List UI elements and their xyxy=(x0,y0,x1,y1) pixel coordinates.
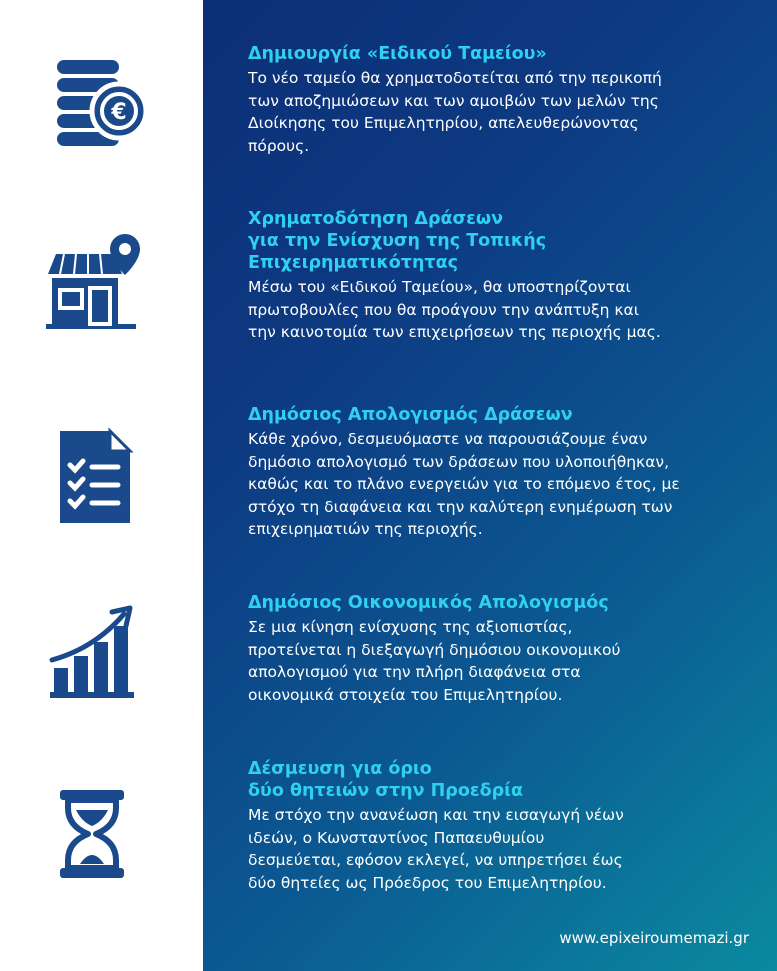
section-funding-actions xyxy=(248,208,758,344)
checklist-document-icon xyxy=(40,423,150,533)
growth-chart-icon xyxy=(40,598,150,708)
section-title: Δημιουργία «Ειδικού Ταμείου» xyxy=(248,44,547,64)
section-title: Δημόσιος Οικονομικός Απολογισμός xyxy=(248,593,609,613)
section-body: Σε μια κίνηση ενίσχυσης της αξιοπιστίας, προτείνεται η διεξαγωγή δημόσιου οικονομικού απολογισμού για την πλήρη διαφάνεια στα οικονομικά στοιχεία του Επιμελητηρίου. xyxy=(248,618,621,704)
section-body: Κάθε χρόνο, δεσμευόμαστε να παρουσιάζουμε έναν δημόσιο απολογισμό των δράσεων που υλοποιήθηκαν, καθώς και το πλάνο ενεργειών για το επόμενο έτος, με στόχο τη διαφάνεια και την καλύτερη ενημέρωση των επιχειρηματιών της περιοχής. xyxy=(248,430,680,538)
section-title: Δημόσιος Απολογισμός Δράσεων xyxy=(248,405,573,425)
svg-text:€: € xyxy=(111,100,127,125)
section-body: Μέσω του «Ειδικού Ταμείου», θα υποστηρίζονται πρωτοβουλίες που θα προάγουν την ανάπτυξη και την καινοτομία των επιχειρήσεων της περιοχής μας. xyxy=(248,278,661,341)
website-url[interactable]: www.epixeiroumemazi.gr xyxy=(559,929,749,947)
section-public-report xyxy=(248,404,758,541)
shop-location-icon xyxy=(40,228,150,338)
hourglass-icon xyxy=(40,780,150,890)
section-body: Το νέο ταμείο θα χρηματοδοτείται από την περικοπή των αποζημιώσεων και των αμοιβών των μελών της Διοίκησης του Επιμελητηρίου, απελευθερώνοντας πόρους. xyxy=(248,69,662,155)
euro-coins-icon xyxy=(40,48,150,158)
section-special-fund xyxy=(248,43,758,157)
section-title: Χρηματοδότηση Δράσεων για την Ενίσχυση της Τοπικής Επιχειρηματικότητας xyxy=(248,209,547,273)
section-title: Δέσμευση για όριο δύο θητειών στην Προεδρία xyxy=(248,759,523,801)
section-term-limit xyxy=(248,758,758,894)
section-body: Με στόχο την ανανέωση και την εισαγωγή νέων ιδεών, ο Κωνσταντίνος Παπαευθυμίου δεσμεύεται, εφόσον εκλεγεί, να υπηρετήσει έως δύο θητείες ως Πρόεδρος του Επιμελητηρίου. xyxy=(248,806,624,892)
section-financial-report xyxy=(248,592,758,706)
